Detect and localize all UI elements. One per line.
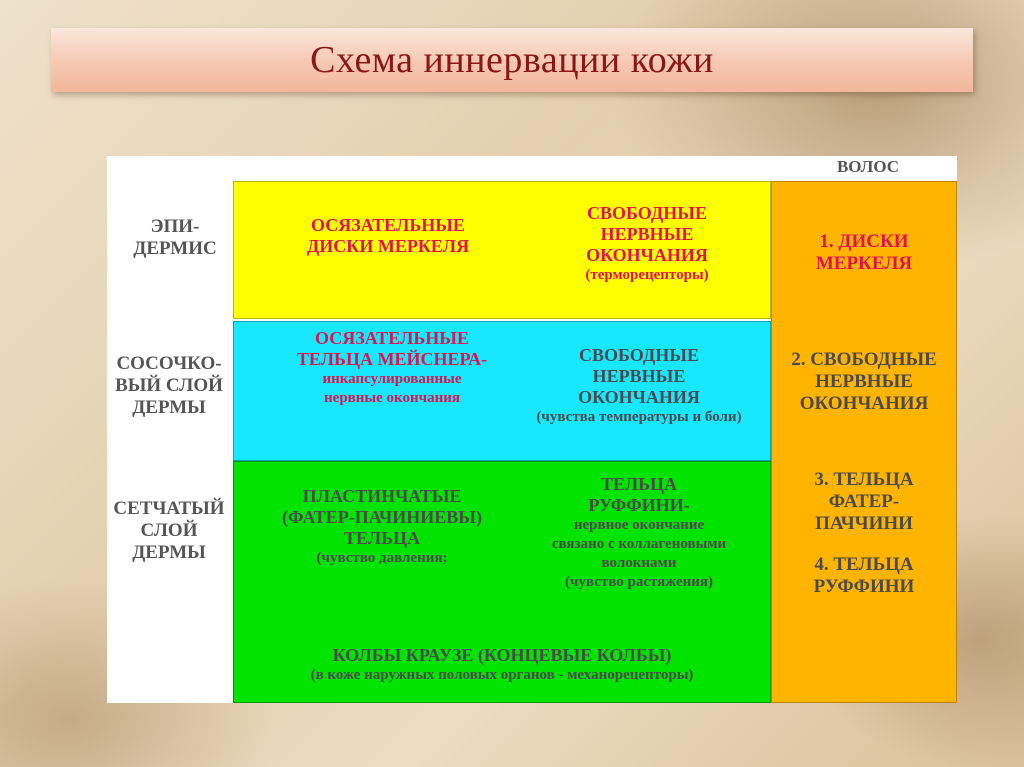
epidermis-free-endings-text: СВОБОДНЫЕ НЕРВНЫЕ ОКОНЧАНИЯ <box>586 203 708 265</box>
hair-item-merkel-discs: 1. ДИСКИ МЕРКЕЛЯ <box>815 231 913 274</box>
epidermis-merkel-cell <box>253 196 523 276</box>
papillary-free-endings-note: (чувства температуры и боли) <box>536 409 742 425</box>
page-title: Схема иннервации кожи <box>310 39 714 81</box>
layer-label-reticular-dermis: СЕТЧАТЫЙ СЛОЙ ДЕРМЫ <box>113 498 225 563</box>
hair-heading: ВОЛОС <box>836 157 900 176</box>
reticular-ruffini-title: ТЕЛЬЦА РУФФИНИ- <box>588 474 690 515</box>
epidermis-merkel-text: ОСЯЗАТЕЛЬНЫЕ ДИСКИ МЕРКЕЛЯ <box>306 215 470 256</box>
reticular-krause-title: КОЛБЫ КРАУЗЕ (КОНЦЕВЫЕ КОЛБЫ) <box>332 645 672 665</box>
reticular-pacinian-title: ПЛАСТИНЧАТЫЕ (ФАТЕР-ПАЧИНИЕВЫ) ТЕЛЬЦА <box>282 486 482 548</box>
papillary-free-endings-title: СВОБОДНЫЕ НЕРВНЫЕ ОКОНЧАНИЯ <box>578 345 700 407</box>
title-banner <box>51 28 973 92</box>
papillary-meissner-title: ОСЯЗАТЕЛЬНЫЕ ТЕЛЬЦА МЕЙСНЕРА- <box>296 328 488 369</box>
papillary-meissner-note: инкапсулированные нервные окончания <box>322 371 462 406</box>
hair-item-free-endings: 2. СВОБОДНЫЕ НЕРВНЫЕ ОКОНЧАНИЯ <box>791 349 937 414</box>
skin-innervation-diagram <box>107 156 957 703</box>
reticular-ruffini-note: нервное окончание связано с коллагеновыми волокнами (чувство растяжения) <box>551 517 727 590</box>
hair-item-ruffini: 4. ТЕЛЬЦА РУФФИНИ <box>813 554 915 597</box>
reticular-pacinian-cell <box>247 486 517 586</box>
reticular-krause-cell <box>237 640 767 690</box>
reticular-ruffini-cell <box>507 474 771 614</box>
layer-label-epidermis: ЭПИ- ДЕРМИС <box>133 216 217 259</box>
reticular-krause-note: (в коже наружных половых органов - механорецепторы) <box>310 667 694 683</box>
papillary-meissner-cell <box>247 328 537 438</box>
hair-item-pacinian: 3. ТЕЛЬЦА ФАТЕР- ПАЧЧИНИ <box>814 469 914 534</box>
layer-label-papillary-dermis: СОСОЧКО- ВЫЙ СЛОЙ ДЕРМЫ <box>115 353 223 418</box>
reticular-pacinian-note: (чувство давления; <box>316 550 448 566</box>
papillary-free-endings-cell <box>507 336 771 436</box>
epidermis-free-endings-note: (терморецепторы) <box>585 267 709 283</box>
epidermis-free-endings-cell <box>527 194 767 294</box>
